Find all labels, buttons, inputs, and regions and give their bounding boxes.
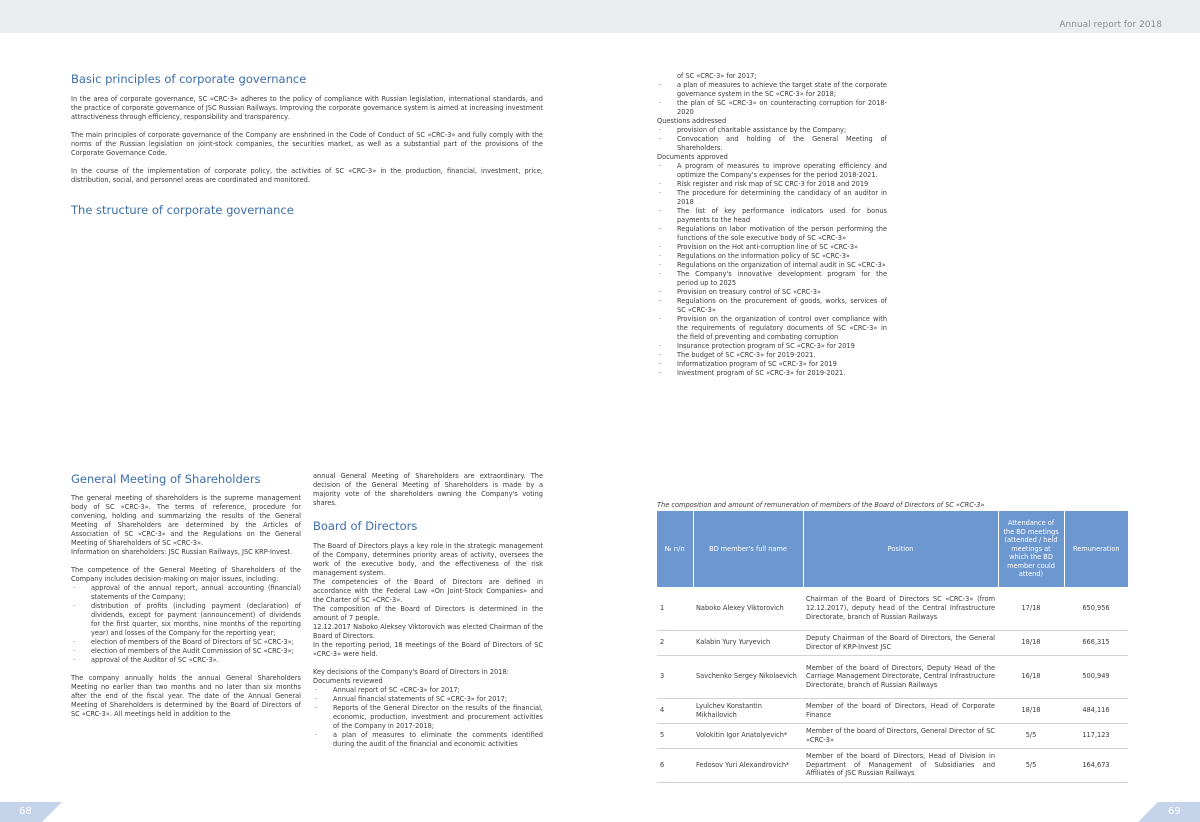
gms-bullet: · distribution of profits (including payment (declaration) of dividends, except for payment (announcement) of dividends for the first quarter, six months, nine months of the reporting year) and losses of the Company for the reporting year; — [71, 602, 301, 638]
cell-remuneration: 650,956 — [1064, 587, 1128, 630]
cell-name: Kalabin Yury Yuryevich — [693, 630, 803, 655]
top-band — [0, 0, 1200, 33]
reviewed-bullet: · a plan of measures to achieve the target state of the corporate governance system in the SC «CRC-3» for 2018; — [657, 81, 887, 99]
board-bullet: · Reports of the General Director on the results of the financial, economic, production, investment and procurement activities of the Company in 2017-2018; — [313, 704, 543, 731]
questions-heading: Questions addressed — [657, 117, 727, 125]
basic-principles-heading: Basic principles of corporate governance — [71, 72, 307, 86]
board-paragraph-2: The competencies of the Board of Directors are defined in accordance with the Federal Law «On Joint-Stock Companies» and the Charter of SC «CRC-3». — [313, 578, 543, 604]
cell-remuneration: 484,116 — [1064, 698, 1128, 723]
document-bullet: · The Company's innovative development program for the period up to 2025 — [657, 270, 887, 288]
table-row — [657, 748, 1128, 782]
question-bullet: · provision of charitable assistance by the Company; — [657, 126, 887, 135]
cell-position: Chairman of the Board of Directors SC «CRC-3» (from 12.12.2017), deputy head of the Central Infrastructure Directorate, branch of Russian Railways — [803, 587, 998, 630]
cell-remuneration: 117,123 — [1064, 723, 1128, 748]
basic-principles-text — [71, 95, 543, 185]
cell-attendance: 18/18 — [998, 698, 1064, 723]
board-bullet: · Annual report of SC «CRC-3» for 2017; — [313, 686, 543, 695]
gms-paragraph-1: The general meeting of shareholders is the supreme management body of SC «CRC-3». The terms of reference, procedure for convening, holding and summarizing the results of the General Meeting of Shareholders are determined by the Articles of Association of SC «CRC-3» and the Regulations on the General Meeting of Shareholders of SC «CRC-3». — [71, 494, 301, 547]
continued-line: of SC «CRC-3» for 2017; — [677, 72, 757, 80]
cell-attendance: 5/5 — [998, 748, 1064, 782]
document-bullet: · Provision on the organization of control over compliance with the requirements of regulatory documents of SC «CRC-3» in the field of preventing and combating corruption — [657, 315, 887, 342]
document-bullet: · Informatization program of SC «CRC-3» for 2019 — [657, 360, 887, 369]
question-bullet: · Convocation and holding of the General Meeting of Shareholders. — [657, 135, 887, 153]
cell-name: Savchenko Sergey Nikolaevich — [693, 655, 803, 698]
cell-number: 4 — [657, 698, 693, 723]
gms-bullet: · election of members of the Board of Directors of SC «CRC-3»; — [71, 638, 301, 647]
basic-paragraph-1: In the area of corporate governance, SC «CRC-3» adheres to the policy of compliance with Russian legislation, international standards, and the practice of corporate governance of JSC Russian Railways. Improving the corporate governance system is aimed at increasing investment attractiveness through efficiency, responsibility and transparency. — [71, 95, 543, 121]
board-heading: Board of Directors — [313, 519, 418, 533]
col-remuneration-header: Remuneration — [1064, 511, 1128, 587]
cell-position: Member of the board of Directors, Head of Division in Department of Management of Subsidiaries and Affiliates of JSC Russian Railways — [803, 748, 998, 782]
document-bullet: · The list of key performance indicators used for bonus payments to the head — [657, 207, 887, 225]
cell-position: Member of the board of Directors, Head of Corporate Finance — [803, 698, 998, 723]
document-bullet: · A program of measures to improve operating efficiency and optimize the Company's expenses for the period 2018-2021. — [657, 162, 887, 180]
cell-name: Naboko Alexey Viktorovich — [693, 587, 803, 630]
cell-number: 2 — [657, 630, 693, 655]
left-page-number: 68 — [19, 806, 32, 817]
remuneration-table — [657, 511, 1128, 783]
cell-number: 5 — [657, 723, 693, 748]
cell-name: Lyulchev Konstantin Mikhailovich — [693, 698, 803, 723]
cell-name: Fedosov Yuri Alexandrovich* — [693, 748, 803, 782]
gms-continued — [313, 472, 543, 508]
document-bullet: · Regulations on the organization of internal audit in SC «CRC-3» — [657, 261, 887, 270]
cell-remuneration: 500,949 — [1064, 655, 1128, 698]
cell-position: Member of the board of Directors, Deputy Head of the Carriage Management Directorate, Central Infrastructure Directorate, branch of Russian Railways — [803, 655, 998, 698]
gms-paragraph-5: annual General Meeting of Shareholders are extraordinary. The decision of the General Meeting of Shareholders is made by a majority vote of the shareholders owning the Company's voting shares. — [313, 472, 543, 507]
board-paragraph-7: Documents reviewed — [313, 677, 383, 685]
gms-bullet: · approval of the annual report, annual accounting (financial) statements of the Company; — [71, 584, 301, 602]
board-paragraph-6: Key decisions of the Company's Board of Directors in 2018: — [313, 668, 509, 676]
cell-remuneration: 164,673 — [1064, 748, 1128, 782]
document-bullet: · Investment program of SC «CRC-3» for 2019-2021. — [657, 369, 887, 378]
document-bullet: · Provision on treasury control of SC «CRC-3» — [657, 288, 887, 297]
table-row — [657, 587, 1128, 630]
documents-heading: Documents approved — [657, 153, 728, 161]
col-attendance-header: Attendance of the BD meetings (attended / held meetings at which the BD member could attend) — [998, 511, 1064, 587]
structure-heading: The structure of corporate governance — [71, 203, 294, 217]
document-bullet: · The budget of SC «CRC-3» for 2019-2021. — [657, 351, 887, 360]
cell-number: 3 — [657, 655, 693, 698]
gms-column — [71, 494, 301, 719]
cell-attendance: 5/5 — [998, 723, 1064, 748]
reviewed-bullet: · the plan of SC «CRC-3» on counteracting corruption for 2018-2020 — [657, 99, 887, 117]
table-caption: The composition and amount of remuneration of members of the Board of Directors of SC «CRC-3» — [657, 501, 985, 509]
col-number-header: № п/п — [657, 511, 693, 587]
decisions-column — [657, 72, 887, 378]
cell-remuneration: 666,315 — [1064, 630, 1128, 655]
cell-number: 6 — [657, 748, 693, 782]
basic-paragraph-2: The main principles of corporate governance of the Company are enshrined in the Code of Conduct of SC «CRC-3» and fully comply with the norms of the Russian legislation on joint-stock companies, the securities market, as well as a substantial part of the provisions of the Corporate Governance Code. — [71, 131, 543, 157]
cell-name: Volokitin Igor Anatolyevich* — [693, 723, 803, 748]
board-column — [313, 542, 543, 749]
document-bullet: · Risk register and risk map of SC CRC-3 for 2018 and 2019 — [657, 180, 887, 189]
board-paragraph-5: In the reporting period, 18 meetings of the Board of Directors of SC «CRC-3» were held. — [313, 641, 543, 658]
board-bullet: · a plan of measures to eliminate the comments identified during the audit of the financial and economic activities — [313, 731, 543, 749]
cell-attendance: 17/18 — [998, 587, 1064, 630]
board-paragraph-1: The Board of Directors plays a key role in the strategic management of the Company, determines priority areas of activity, oversees the work of the executive body, and the effectiveness of the risk management system. — [313, 542, 543, 577]
table-header-row — [657, 511, 1128, 587]
document-bullet: · Insurance protection program of SC «CRC-3» for 2019 — [657, 342, 887, 351]
document-bullet: · Regulations on the information policy of SC «CRC-3» — [657, 252, 887, 261]
report-title: Annual report for 2018 — [1059, 20, 1162, 30]
cell-attendance: 18/18 — [998, 630, 1064, 655]
board-paragraph-3: The composition of the Board of Directors is determined in the amount of 7 people. — [313, 605, 543, 622]
gms-heading: General Meeting of Shareholders — [71, 472, 261, 486]
table-row — [657, 630, 1128, 655]
document-bullet: · Provision on the Hot anti-corruption line of SC «CRC-3» — [657, 243, 887, 252]
board-bullet: · Annual financial statements of SC «CRC-3» for 2017; — [313, 695, 543, 704]
cell-number: 1 — [657, 587, 693, 630]
table-row — [657, 655, 1128, 698]
cell-attendance: 16/18 — [998, 655, 1064, 698]
board-paragraph-4: 12.12.2017 Naboko Aleksey Viktorovich was elected Chairman of the Board of Directors. — [313, 623, 543, 640]
gms-paragraph-4: The company annually holds the annual General Shareholders Meeting no earlier than two months and no later than six months after the end of the fiscal year. The date of the Annual General Meeting of Shareholders is determined by the Board of Directors of SC «CRC-3». All meetings held in addition to the — [71, 674, 301, 718]
document-bullet: · The procedure for determining the candidacy of an auditor in 2018 — [657, 189, 887, 207]
gms-bullet: · approval of the Auditor of SC «CRC-3». — [71, 656, 301, 665]
col-position-header: Position — [803, 511, 998, 587]
right-page-number: 69 — [1168, 806, 1181, 817]
document-bullet: · Regulations on the procurement of goods, works, services of SC «CRC-3» — [657, 297, 887, 315]
col-name-header: BD member's full name — [693, 511, 803, 587]
basic-paragraph-3: In the course of the implementation of corporate policy, the activities of SC «CRC-3» in the production, financial, investment, price, distribution, social, and personnel areas are coordinated and monitored. — [71, 167, 543, 184]
document-bullet: · Regulations on labor motivation of the person performing the functions of the sole executive body of SC «CRC-3» — [657, 225, 887, 243]
cell-position: Deputy Chairman of the Board of Directors, the General Director of KRP-Invest JSC — [803, 630, 998, 655]
gms-paragraph-2: Information on shareholders: JSC Russian Railways, JSC KRP-Invest. — [71, 548, 293, 556]
table-row — [657, 698, 1128, 723]
gms-paragraph-3: The competence of the General Meeting of Shareholders of the Company includes decision-making on major issues, including: — [71, 566, 301, 583]
cell-position: Member of the board of Directors, General Director of SC «CRC-3» — [803, 723, 998, 748]
table-row — [657, 723, 1128, 748]
gms-bullet: · election of members of the Audit Commission of SC «CRC-3»; — [71, 647, 301, 656]
